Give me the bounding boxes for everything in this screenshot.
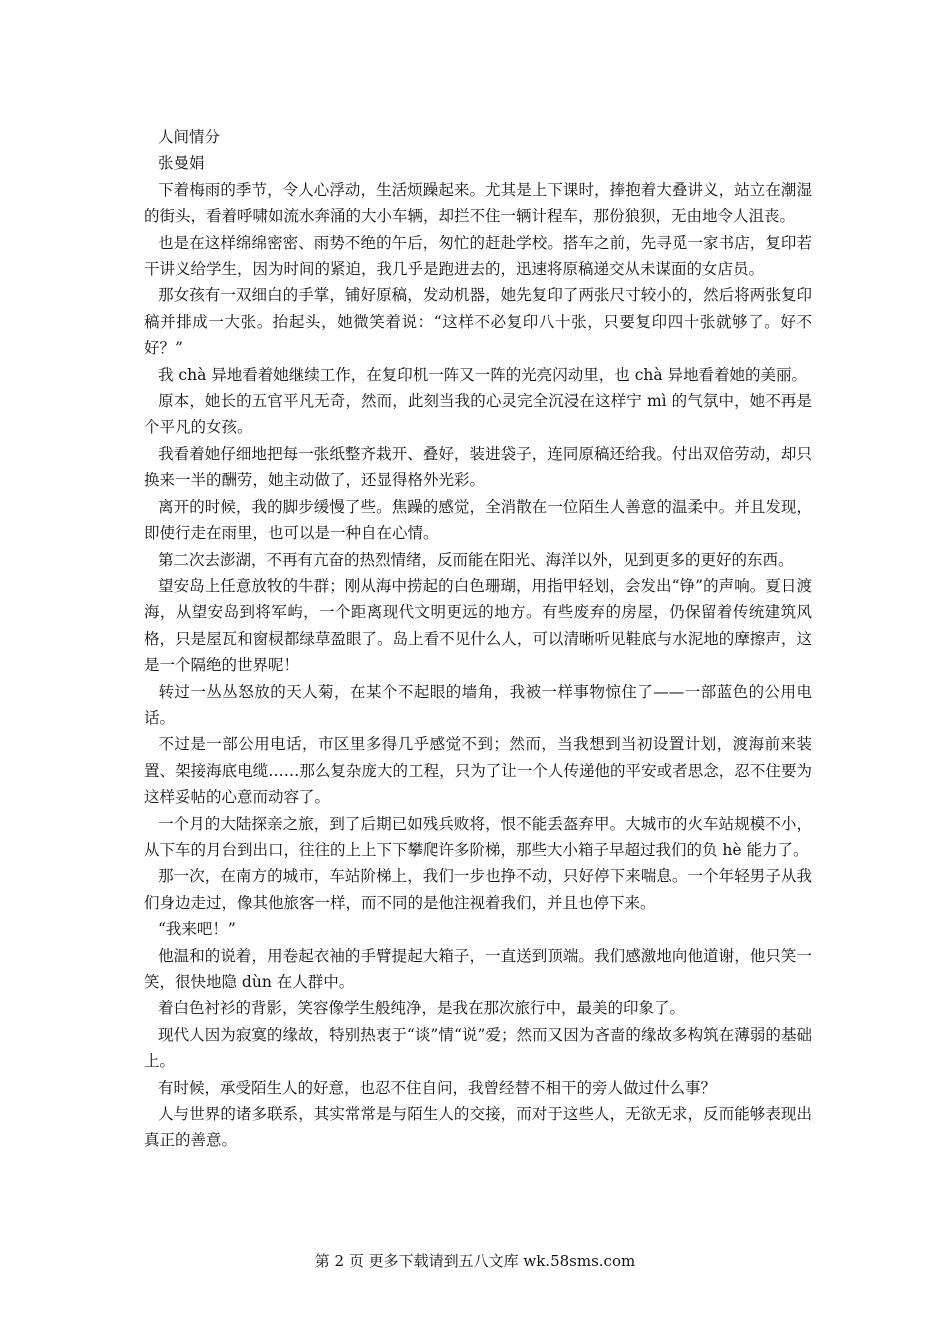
paragraph (144, 547, 812, 573)
paragraph-text: 那女孩有一双细白的手掌，铺好原稿，发动机器，她先复印了两张尺寸较小的，然后将两张复印稿并排成一大张。抬起头，她微笑着说：“这样不必复印八十张，只要复印四十张就够了。好不好？” (144, 286, 812, 358)
paragraph (144, 995, 812, 1021)
paragraph (144, 1075, 812, 1101)
paragraph (144, 731, 812, 810)
paragraph-text: 第二次去澎湖，不再有亢奋的热烈情绪，反而能在阳光、海洋以外，见到更多的更好的东西。 (158, 550, 794, 569)
paragraph (144, 282, 812, 361)
paragraph-text: 有时候，承受陌生人的好意，也忍不住自问，我曾经替不相干的旁人做过什么事？ (158, 1078, 717, 1097)
paragraph-text: 一个月的大陆探亲之旅，到了后期已如残兵败将，恨不能丢盔弃甲。大城市的火车站规模不小，从下车的月台到出口，往往的上上下下攀爬许多阶梯，那些大小箱子早超过我们的负 hè 能力了。 (144, 814, 812, 859)
paragraph (144, 863, 812, 916)
document-body (144, 124, 812, 1154)
article-title: 人间情分 (158, 128, 221, 146)
paragraph (144, 362, 812, 388)
paragraph-text: 也是在这样绵绵密密、雨势不绝的午后，匆忙的赶赴学校。搭车之前，先寻觅一家书店，复印若干讲义给学生，因为时间的紧迫，我几乎是跑进去的，迅速将原稿递交从未谋面的女店员。 (144, 233, 812, 279)
paragraph (144, 811, 812, 864)
paragraph-text: 那一次，在南方的城市，车站阶梯上，我们一步也挣不动，只好停下来喘息。一个年轻男子从我们身边走过，像其他旅客一样，而不同的是他注视着我们，并且也停下来。 (144, 867, 812, 912)
paragraph-text: “我来吧！” (158, 920, 236, 939)
paragraph-text: 现代人因为寂寞的缘故，特别热衷于“谈”情“说”爱；然而又因为吝啬的缘故多构筑在薄弱的基础上。 (144, 1025, 812, 1071)
paragraph (144, 916, 812, 942)
paragraph (144, 679, 812, 732)
paragraph (144, 573, 812, 679)
paragraph-text: 下着梅雨的季节，令人心浮动，生活烦躁起来。尤其是上下课时，捧抱着大叠讲义，站立在潮湿的街头，看着呼啸如流水奔涌的大小车辆，却拦不住一辆计程车，那份狼狈，无由地令人沮丧。 (144, 180, 812, 226)
page-footer: 第 2 页 更多下载请到五八文库 wk.58sms.com (314, 1252, 636, 1270)
paragraph-text: 原本，她长的五官平凡无奇，然而，此刻当我的心灵完全沉浸在这样宁 mì 的气氛中，她不再是个平凡的女孩。 (144, 392, 812, 437)
paragraph (144, 388, 812, 441)
paragraph-text: 我看着她仔细地把每一张纸整齐栽开、叠好，装进袋子，连同原稿还给我。付出双倍劳动，却只换来一半的酬劳，她主动做了，还显得格外光彩。 (144, 444, 812, 490)
paragraph-text: 他温和的说着，用卷起衣袖的手臂提起大箱子，一直送到顶端。我们感激地向他道谢，他只笑一笑，很快地隐 dùn 在人群中。 (144, 946, 812, 991)
paragraph (144, 441, 812, 494)
paragraph (144, 1022, 812, 1075)
paragraph (144, 943, 812, 996)
paragraph (144, 230, 812, 283)
paragraph-text: 望安岛上任意放牧的牛群；刚从海中捞起的白色珊瑚，用指甲轻划，会发出“铮”的声响。夏日渡海，从望安岛到将军屿，一个距离现代文明更远的地方。有些废弃的房屋，仍保留着传统建筑风格，只是屋瓦和窗棂都绿草盈眼了。岛上看不见什么人，可以清晰听见鞋底与水泥地的摩擦声，这是一个隔绝的世界呢！ (144, 576, 812, 675)
paragraph-text: 离开的时候，我的脚步缓慢了些。焦躁的感觉，全消散在一位陌生人善意的温柔中。并且发现，即使行走在雨里，也可以是一种自在心情。 (144, 497, 812, 543)
paragraph-text: 转过一丛丛怒放的天人菊，在某个不起眼的墙角，我被一样事物惊住了——一部蓝色的公用电话。 (144, 682, 812, 727)
paragraph-text: 我 chà 异地看着她继续工作，在复印机一阵又一阵的光亮闪动里，也 chà 异地看着她的美丽。 (158, 365, 808, 384)
paragraph-text: 人与世界的诸多联系，其实常常是与陌生人的交接，而对于这些人，无欲无求，反而能够表现出真正的善意。 (144, 1105, 812, 1150)
paragraph (144, 1101, 812, 1154)
paragraph (144, 494, 812, 547)
paragraph-text: 着白色衬衫的背影，笑容像学生般纯净，是我在那次旅行中，最美的印象了。 (158, 999, 686, 1018)
article-author: 张曼娟 (158, 154, 205, 173)
paragraph (144, 177, 812, 230)
paragraph-text: 不过是一部公用电话，市区里多得几乎感觉不到；然而，当我想到当初设置计划，渡海前来装置、架接海底电缆……那么复杂庞大的工程，只为了让一个人传递他的平安或者思念，忍不住要为这样妥帖的心意而动容了。 (144, 735, 812, 807)
paragraph-list (144, 177, 812, 1154)
